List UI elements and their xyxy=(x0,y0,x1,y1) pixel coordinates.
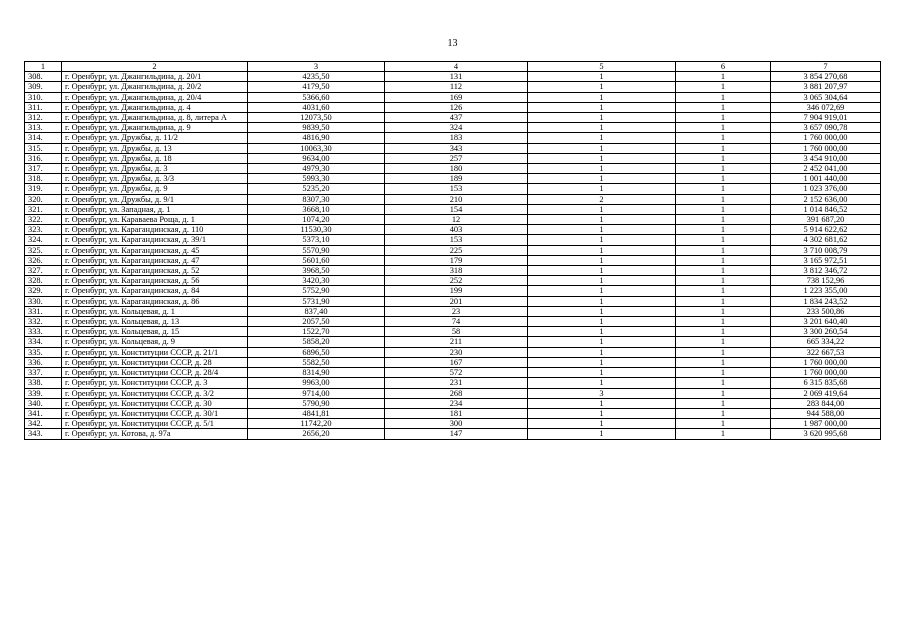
col5-cell: 1 xyxy=(528,215,676,225)
col5-cell: 1 xyxy=(528,408,676,418)
area-cell: 11530,30 xyxy=(248,225,385,235)
count-cell: 210 xyxy=(385,194,528,204)
count-cell: 169 xyxy=(385,92,528,102)
col6-cell: 1 xyxy=(676,347,771,357)
col5-cell: 1 xyxy=(528,113,676,123)
table-row xyxy=(25,92,881,102)
row-number-cell: 309. xyxy=(25,82,62,92)
amount-cell: 1 023 376,00 xyxy=(771,184,881,194)
amount-cell: 2 152 636,00 xyxy=(771,194,881,204)
amount-cell: 346 072,69 xyxy=(771,102,881,112)
count-cell: 180 xyxy=(385,164,528,174)
count-cell: 201 xyxy=(385,296,528,306)
table-row xyxy=(25,72,881,82)
area-cell: 5601,60 xyxy=(248,255,385,265)
area-cell: 5790,90 xyxy=(248,398,385,408)
col6-cell: 1 xyxy=(676,204,771,214)
col6-cell: 1 xyxy=(676,306,771,316)
count-cell: 257 xyxy=(385,153,528,163)
col6-cell: 1 xyxy=(676,215,771,225)
row-number-cell: 342. xyxy=(25,419,62,429)
col5-cell: 1 xyxy=(528,347,676,357)
amount-cell: 5 914 622,62 xyxy=(771,225,881,235)
col6-cell: 1 xyxy=(676,194,771,204)
count-cell: 181 xyxy=(385,408,528,418)
area-cell: 5752,90 xyxy=(248,286,385,296)
area-cell: 5366,60 xyxy=(248,92,385,102)
row-number-cell: 339. xyxy=(25,388,62,398)
table-row xyxy=(25,245,881,255)
table-row xyxy=(25,194,881,204)
address-cell: г. Оренбург, ул. Конституции СССР, д. 3 xyxy=(62,378,248,388)
col6-cell: 1 xyxy=(676,143,771,153)
table-row xyxy=(25,164,881,174)
row-number-cell: 311. xyxy=(25,102,62,112)
count-cell: 126 xyxy=(385,102,528,112)
column-header-4: 4 xyxy=(385,62,528,72)
count-cell: 179 xyxy=(385,255,528,265)
row-number-cell: 338. xyxy=(25,378,62,388)
row-number-cell: 324. xyxy=(25,235,62,245)
table-row xyxy=(25,408,881,418)
table-row xyxy=(25,143,881,153)
area-cell: 10063,30 xyxy=(248,143,385,153)
amount-cell: 3 812 346,72 xyxy=(771,266,881,276)
col6-cell: 1 xyxy=(676,357,771,367)
area-cell: 8314,90 xyxy=(248,368,385,378)
row-number-cell: 330. xyxy=(25,296,62,306)
table-row xyxy=(25,255,881,265)
area-cell: 6896,50 xyxy=(248,347,385,357)
area-cell: 9634,00 xyxy=(248,153,385,163)
col5-cell: 1 xyxy=(528,245,676,255)
area-cell: 11742,20 xyxy=(248,419,385,429)
amount-cell: 2 069 419,64 xyxy=(771,388,881,398)
amount-cell: 3 620 995,68 xyxy=(771,429,881,439)
table-row xyxy=(25,398,881,408)
amount-cell: 6 315 835,68 xyxy=(771,378,881,388)
count-cell: 147 xyxy=(385,429,528,439)
table-row xyxy=(25,184,881,194)
table-row xyxy=(25,368,881,378)
col6-cell: 1 xyxy=(676,317,771,327)
amount-cell: 1 001 440,00 xyxy=(771,174,881,184)
table-row xyxy=(25,276,881,286)
col6-cell: 1 xyxy=(676,419,771,429)
amount-cell: 665 334,22 xyxy=(771,337,881,347)
count-cell: 167 xyxy=(385,357,528,367)
count-cell: 58 xyxy=(385,327,528,337)
column-header-3: 3 xyxy=(248,62,385,72)
col5-cell: 1 xyxy=(528,327,676,337)
col6-cell: 1 xyxy=(676,388,771,398)
table-row xyxy=(25,174,881,184)
count-cell: 211 xyxy=(385,337,528,347)
area-cell: 4179,50 xyxy=(248,82,385,92)
col6-cell: 1 xyxy=(676,296,771,306)
address-cell: г. Оренбург, ул. Западная, д. 1 xyxy=(62,204,248,214)
amount-cell: 322 667,53 xyxy=(771,347,881,357)
col5-cell: 1 xyxy=(528,266,676,276)
address-cell: г. Оренбург, ул. Дружбы, д. 11/2 xyxy=(62,133,248,143)
amount-cell: 1 760 000,00 xyxy=(771,357,881,367)
address-cell: г. Оренбург, ул. Дружбы, д. 3/3 xyxy=(62,174,248,184)
table-row xyxy=(25,215,881,225)
count-cell: 252 xyxy=(385,276,528,286)
table-row xyxy=(25,388,881,398)
row-number-cell: 323. xyxy=(25,225,62,235)
col5-cell: 1 xyxy=(528,296,676,306)
area-cell: 5373,10 xyxy=(248,235,385,245)
area-cell: 5731,90 xyxy=(248,296,385,306)
col6-cell: 1 xyxy=(676,164,771,174)
row-number-cell: 334. xyxy=(25,337,62,347)
count-cell: 112 xyxy=(385,82,528,92)
address-cell: г. Оренбург, ул. Карагандинская, д. 86 xyxy=(62,296,248,306)
col5-cell: 1 xyxy=(528,306,676,316)
amount-cell: 3 201 640,40 xyxy=(771,317,881,327)
row-number-cell: 315. xyxy=(25,143,62,153)
address-cell: г. Оренбург, ул. Конституции СССР, д. 30/1 xyxy=(62,408,248,418)
column-header-row xyxy=(25,62,881,72)
area-cell: 9963,00 xyxy=(248,378,385,388)
address-cell: г. Оренбург, ул. Конституции СССР, д. 5/1 xyxy=(62,419,248,429)
table-row xyxy=(25,286,881,296)
table-row xyxy=(25,419,881,429)
table-row xyxy=(25,113,881,123)
address-cell: г. Оренбург, ул. Джангильдина, д. 4 xyxy=(62,102,248,112)
row-number-cell: 320. xyxy=(25,194,62,204)
col6-cell: 1 xyxy=(676,113,771,123)
row-number-cell: 336. xyxy=(25,357,62,367)
amount-cell: 3 657 090,78 xyxy=(771,123,881,133)
amount-cell: 233 500,86 xyxy=(771,306,881,316)
address-cell: г. Оренбург, ул. Карагандинская, д. 52 xyxy=(62,266,248,276)
area-cell: 1074,20 xyxy=(248,215,385,225)
table-row xyxy=(25,225,881,235)
row-number-cell: 317. xyxy=(25,164,62,174)
col5-cell: 1 xyxy=(528,82,676,92)
count-cell: 324 xyxy=(385,123,528,133)
col6-cell: 1 xyxy=(676,429,771,439)
amount-cell: 1 760 000,00 xyxy=(771,368,881,378)
address-cell: г. Оренбург, ул. Джангильдина, д. 8, литера А xyxy=(62,113,248,123)
area-cell: 5858,20 xyxy=(248,337,385,347)
amount-cell: 738 152,96 xyxy=(771,276,881,286)
count-cell: 268 xyxy=(385,388,528,398)
amount-cell: 1 223 355,00 xyxy=(771,286,881,296)
count-cell: 23 xyxy=(385,306,528,316)
col5-cell: 1 xyxy=(528,368,676,378)
table-row xyxy=(25,102,881,112)
table-row xyxy=(25,357,881,367)
table-row xyxy=(25,296,881,306)
col6-cell: 1 xyxy=(676,327,771,337)
address-cell: г. Оренбург, ул. Джангильдина, д. 9 xyxy=(62,123,248,133)
area-cell: 2656,20 xyxy=(248,429,385,439)
row-number-cell: 329. xyxy=(25,286,62,296)
table-row xyxy=(25,123,881,133)
table-row xyxy=(25,429,881,439)
row-number-cell: 343. xyxy=(25,429,62,439)
amount-cell: 3 300 260,54 xyxy=(771,327,881,337)
col6-cell: 1 xyxy=(676,337,771,347)
address-cell: г. Оренбург, ул. Карагандинская, д. 110 xyxy=(62,225,248,235)
area-cell: 5582,50 xyxy=(248,357,385,367)
count-cell: 403 xyxy=(385,225,528,235)
table-row xyxy=(25,337,881,347)
col6-cell: 1 xyxy=(676,72,771,82)
row-number-cell: 316. xyxy=(25,153,62,163)
amount-cell: 1 834 243,52 xyxy=(771,296,881,306)
col6-cell: 1 xyxy=(676,245,771,255)
col6-cell: 1 xyxy=(676,225,771,235)
row-number-cell: 310. xyxy=(25,92,62,102)
col5-cell: 1 xyxy=(528,419,676,429)
table-row xyxy=(25,153,881,163)
area-cell: 4031,60 xyxy=(248,102,385,112)
amount-cell: 4 302 681,62 xyxy=(771,235,881,245)
row-number-cell: 319. xyxy=(25,184,62,194)
row-number-cell: 314. xyxy=(25,133,62,143)
col6-cell: 1 xyxy=(676,368,771,378)
row-number-cell: 312. xyxy=(25,113,62,123)
count-cell: 231 xyxy=(385,378,528,388)
address-cell: г. Оренбург, ул. Кольцевая, д. 13 xyxy=(62,317,248,327)
area-cell: 4979,30 xyxy=(248,164,385,174)
row-number-cell: 321. xyxy=(25,204,62,214)
address-cell: г. Оренбург, ул. Карагандинская, д. 84 xyxy=(62,286,248,296)
table-row xyxy=(25,347,881,357)
count-cell: 183 xyxy=(385,133,528,143)
column-header-5: 5 xyxy=(528,62,676,72)
col6-cell: 1 xyxy=(676,276,771,286)
address-cell: г. Оренбург, ул. Джангильдина, д. 20/1 xyxy=(62,72,248,82)
area-cell: 5235,20 xyxy=(248,184,385,194)
row-number-cell: 313. xyxy=(25,123,62,133)
table-row xyxy=(25,327,881,337)
col5-cell: 1 xyxy=(528,164,676,174)
column-header-1: 1 xyxy=(25,62,62,72)
address-cell: г. Оренбург, ул. Конституции СССР, д. 3/2 xyxy=(62,388,248,398)
area-cell: 5570,90 xyxy=(248,245,385,255)
table-row xyxy=(25,378,881,388)
address-cell: г. Оренбург, ул. Джангильдина, д. 20/2 xyxy=(62,82,248,92)
col5-cell: 1 xyxy=(528,317,676,327)
col6-cell: 1 xyxy=(676,102,771,112)
area-cell: 3420,30 xyxy=(248,276,385,286)
count-cell: 153 xyxy=(385,184,528,194)
row-number-cell: 333. xyxy=(25,327,62,337)
count-cell: 199 xyxy=(385,286,528,296)
page-number: 13 xyxy=(447,38,458,49)
address-cell: г. Оренбург, ул. Дружбы, д. 13 xyxy=(62,143,248,153)
area-cell: 9714,00 xyxy=(248,388,385,398)
row-number-cell: 327. xyxy=(25,266,62,276)
count-cell: 572 xyxy=(385,368,528,378)
column-header-7: 7 xyxy=(771,62,881,72)
area-cell: 837,40 xyxy=(248,306,385,316)
address-cell: г. Оренбург, ул. Дружбы, д. 3 xyxy=(62,164,248,174)
row-number-cell: 335. xyxy=(25,347,62,357)
col6-cell: 1 xyxy=(676,82,771,92)
row-number-cell: 331. xyxy=(25,306,62,316)
count-cell: 131 xyxy=(385,72,528,82)
column-header-2: 2 xyxy=(62,62,248,72)
amount-cell: 3 881 207,97 xyxy=(771,82,881,92)
col5-cell: 1 xyxy=(528,276,676,286)
address-cell: г. Оренбург, ул. Дружбы, д. 18 xyxy=(62,153,248,163)
table-row xyxy=(25,204,881,214)
amount-cell: 283 844,00 xyxy=(771,398,881,408)
col5-cell: 1 xyxy=(528,102,676,112)
col5-cell: 1 xyxy=(528,429,676,439)
amount-cell: 1 987 000,00 xyxy=(771,419,881,429)
count-cell: 154 xyxy=(385,204,528,214)
count-cell: 343 xyxy=(385,143,528,153)
table-body xyxy=(25,72,881,439)
row-number-cell: 308. xyxy=(25,72,62,82)
col5-cell: 1 xyxy=(528,204,676,214)
amount-cell: 1 014 846,52 xyxy=(771,204,881,214)
col6-cell: 1 xyxy=(676,123,771,133)
table-row xyxy=(25,317,881,327)
amount-cell: 2 452 041,00 xyxy=(771,164,881,174)
col5-cell: 1 xyxy=(528,398,676,408)
address-cell: г. Оренбург, ул. Дружбы, д. 9/1 xyxy=(62,194,248,204)
area-cell: 4816,90 xyxy=(248,133,385,143)
count-cell: 230 xyxy=(385,347,528,357)
table-row xyxy=(25,133,881,143)
col5-cell: 1 xyxy=(528,174,676,184)
col5-cell: 3 xyxy=(528,388,676,398)
col6-cell: 1 xyxy=(676,408,771,418)
row-number-cell: 340. xyxy=(25,398,62,408)
address-cell: г. Оренбург, ул. Кольцевая, д. 1 xyxy=(62,306,248,316)
count-cell: 153 xyxy=(385,235,528,245)
col5-cell: 1 xyxy=(528,92,676,102)
area-cell: 12073,50 xyxy=(248,113,385,123)
area-cell: 3668,10 xyxy=(248,204,385,214)
address-cell: г. Оренбург, ул. Джангильдина, д. 20/4 xyxy=(62,92,248,102)
amount-cell: 3 854 270,68 xyxy=(771,72,881,82)
area-cell: 8307,30 xyxy=(248,194,385,204)
col5-cell: 1 xyxy=(528,133,676,143)
col5-cell: 1 xyxy=(528,72,676,82)
area-cell: 4235,50 xyxy=(248,72,385,82)
col6-cell: 1 xyxy=(676,286,771,296)
col5-cell: 1 xyxy=(528,378,676,388)
col6-cell: 1 xyxy=(676,184,771,194)
address-cell: г. Оренбург, ул. Дружбы, д. 9 xyxy=(62,184,248,194)
count-cell: 300 xyxy=(385,419,528,429)
table-row xyxy=(25,306,881,316)
address-cell: г. Оренбург, ул. Караваева Роща, д. 1 xyxy=(62,215,248,225)
count-cell: 437 xyxy=(385,113,528,123)
row-number-cell: 341. xyxy=(25,408,62,418)
col6-cell: 1 xyxy=(676,153,771,163)
table-row xyxy=(25,82,881,92)
address-cell: г. Оренбург, ул. Кольцевая, д. 9 xyxy=(62,337,248,347)
amount-cell: 3 454 910,00 xyxy=(771,153,881,163)
address-cell: г. Оренбург, ул. Котова, д. 97а xyxy=(62,429,248,439)
address-cell: г. Оренбург, ул. Карагандинская, д. 47 xyxy=(62,255,248,265)
table-row xyxy=(25,266,881,276)
row-number-cell: 328. xyxy=(25,276,62,286)
count-cell: 318 xyxy=(385,266,528,276)
address-cell: г. Оренбург, ул. Карагандинская, д. 56 xyxy=(62,276,248,286)
row-number-cell: 326. xyxy=(25,255,62,265)
area-cell: 4841,81 xyxy=(248,408,385,418)
row-number-cell: 332. xyxy=(25,317,62,327)
count-cell: 74 xyxy=(385,317,528,327)
col5-cell: 1 xyxy=(528,153,676,163)
count-cell: 234 xyxy=(385,398,528,408)
col5-cell: 1 xyxy=(528,357,676,367)
amount-cell: 3 065 304,64 xyxy=(771,92,881,102)
address-cell: г. Оренбург, ул. Конституции СССР, д. 28 xyxy=(62,357,248,367)
row-number-cell: 322. xyxy=(25,215,62,225)
amount-cell: 391 687,20 xyxy=(771,215,881,225)
col6-cell: 1 xyxy=(676,92,771,102)
address-cell: г. Оренбург, ул. Карагандинская, д. 45 xyxy=(62,245,248,255)
col5-cell: 1 xyxy=(528,123,676,133)
row-number-cell: 337. xyxy=(25,368,62,378)
row-number-cell: 318. xyxy=(25,174,62,184)
count-cell: 12 xyxy=(385,215,528,225)
amount-cell: 944 588,00 xyxy=(771,408,881,418)
amount-cell: 3 710 008,79 xyxy=(771,245,881,255)
housing-register-table xyxy=(24,61,881,440)
table-row xyxy=(25,235,881,245)
col5-cell: 1 xyxy=(528,337,676,347)
area-cell: 2057,50 xyxy=(248,317,385,327)
address-cell: г. Оренбург, ул. Конституции СССР, д. 30 xyxy=(62,398,248,408)
col5-cell: 2 xyxy=(528,194,676,204)
col5-cell: 1 xyxy=(528,143,676,153)
row-number-cell: 325. xyxy=(25,245,62,255)
col6-cell: 1 xyxy=(676,255,771,265)
amount-cell: 7 904 919,01 xyxy=(771,113,881,123)
col6-cell: 1 xyxy=(676,266,771,276)
area-cell: 9839,50 xyxy=(248,123,385,133)
amount-cell: 1 760 000,00 xyxy=(771,143,881,153)
col5-cell: 1 xyxy=(528,235,676,245)
col6-cell: 1 xyxy=(676,378,771,388)
col6-cell: 1 xyxy=(676,133,771,143)
amount-cell: 1 760 000,00 xyxy=(771,133,881,143)
col5-cell: 1 xyxy=(528,286,676,296)
amount-cell: 3 165 972,51 xyxy=(771,255,881,265)
area-cell: 1522,70 xyxy=(248,327,385,337)
col5-cell: 1 xyxy=(528,255,676,265)
address-cell: г. Оренбург, ул. Карагандинская, д. 39/1 xyxy=(62,235,248,245)
area-cell: 3968,50 xyxy=(248,266,385,276)
address-cell: г. Оренбург, ул. Кольцевая, д. 15 xyxy=(62,327,248,337)
address-cell: г. Оренбург, ул. Конституции СССР, д. 28/4 xyxy=(62,368,248,378)
col6-cell: 1 xyxy=(676,398,771,408)
col5-cell: 1 xyxy=(528,225,676,235)
count-cell: 189 xyxy=(385,174,528,184)
col6-cell: 1 xyxy=(676,235,771,245)
count-cell: 225 xyxy=(385,245,528,255)
col6-cell: 1 xyxy=(676,174,771,184)
col5-cell: 1 xyxy=(528,184,676,194)
area-cell: 5993,30 xyxy=(248,174,385,184)
column-header-6: 6 xyxy=(676,62,771,72)
address-cell: г. Оренбург, ул. Конституции СССР, д. 21/1 xyxy=(62,347,248,357)
